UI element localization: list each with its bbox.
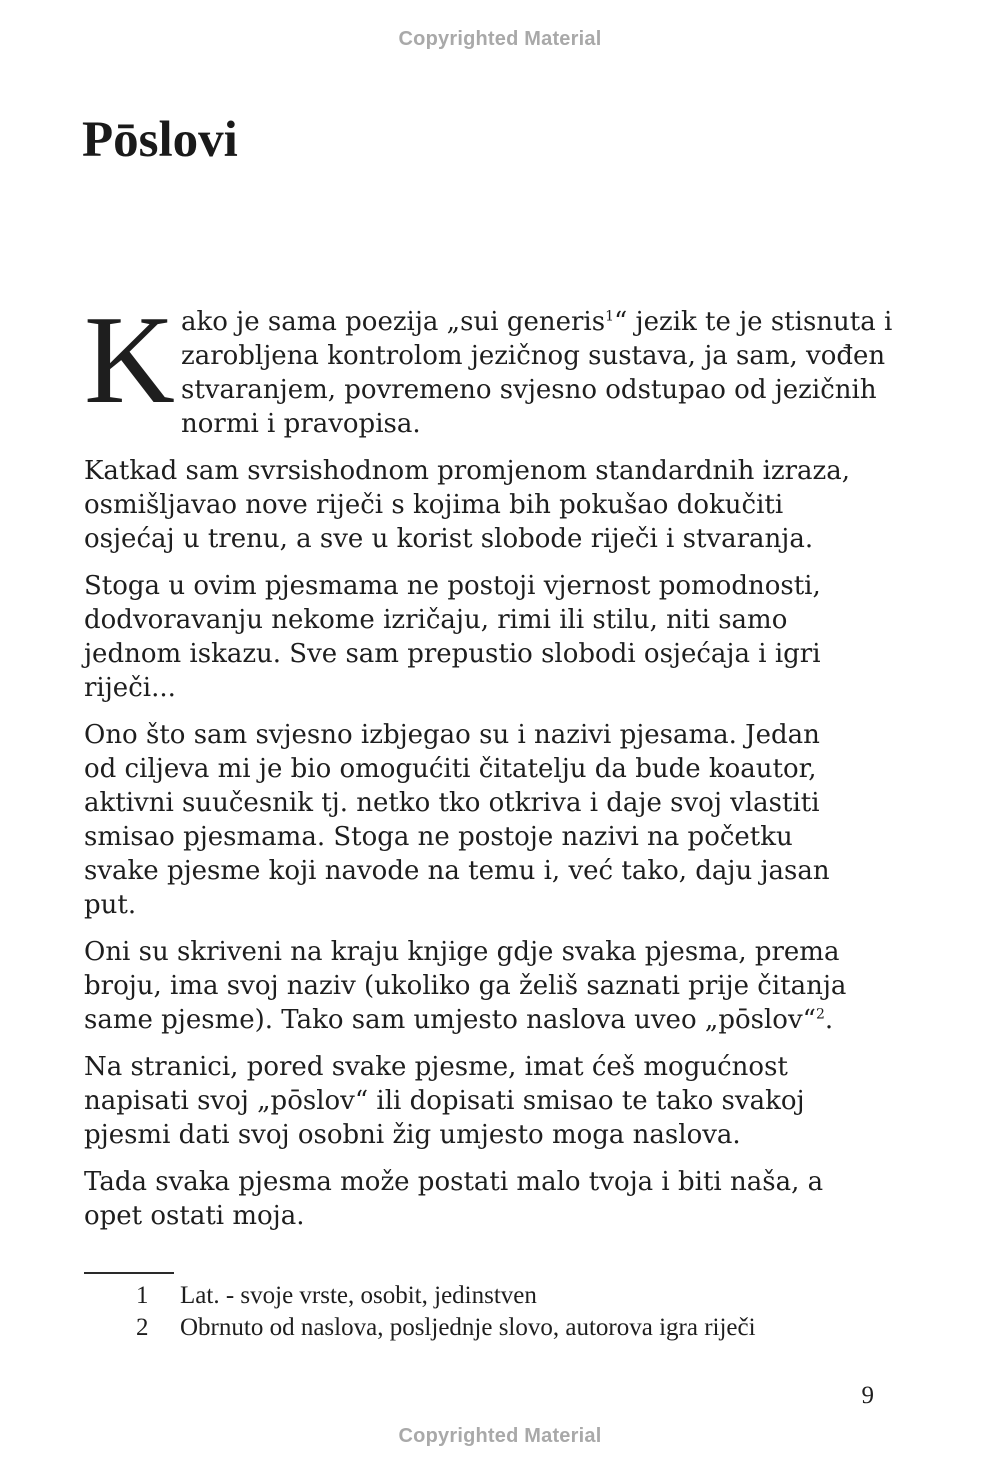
paragraph-3 bbox=[84, 569, 884, 705]
footnote-ref-2: 2 bbox=[815, 1006, 825, 1023]
text-line: riječi... bbox=[84, 673, 176, 703]
text-line: pjesmi dati svoj osobni žig umjesto moga naslova. bbox=[84, 1120, 741, 1150]
text-line: normi i pravopisa. bbox=[181, 409, 421, 439]
footnote-divider bbox=[84, 1272, 174, 1274]
footnote-1 bbox=[136, 1280, 896, 1312]
drop-cap: K bbox=[84, 291, 175, 430]
paragraph-1 bbox=[84, 291, 893, 441]
paragraph-7 bbox=[84, 1165, 884, 1233]
text-line: ako je sama poezija „sui generis$^1$“ jezik te je stisnuta i bbox=[181, 307, 893, 337]
chapter-title: Pōslovi bbox=[82, 112, 238, 168]
text-line: Tada svaka pjesma može postati malo tvoja i biti naša, a bbox=[84, 1167, 824, 1197]
paragraph-6 bbox=[84, 1050, 884, 1152]
text-line: od ciljeva mi je bio omogućiti čitatelju da bude koautor, bbox=[84, 754, 817, 784]
page-number: 9 bbox=[861, 1382, 874, 1409]
footnote-number: 2 bbox=[136, 1314, 149, 1341]
copyright-watermark-bottom: Copyrighted Material bbox=[398, 1425, 602, 1447]
text-line: jednom iskazu. Sve sam prepustio slobodi osjećaja i igri bbox=[84, 639, 821, 669]
text-line: put. bbox=[84, 890, 137, 920]
text-line: broju, ima svoj naziv (ukoliko ga želiš saznati prije čitanja bbox=[84, 971, 847, 1001]
paragraph-4 bbox=[84, 718, 884, 922]
text-line: Ono što sam svjesno izbjegao su i nazivi pjesama. Jedan bbox=[84, 720, 820, 750]
text-line: Stoga u ovim pjesmama ne postoji vjernost pomodnosti, bbox=[84, 571, 821, 601]
text-line: opet ostati moja. bbox=[84, 1201, 305, 1231]
paragraph-5 bbox=[84, 935, 884, 1037]
footnote-text: Obrnuto od naslova, posljednje slovo, autorova igra riječi bbox=[180, 1314, 756, 1341]
footnote-text: Lat. - svoje vrste, osobit, jedinstven bbox=[180, 1282, 537, 1309]
body-text bbox=[84, 291, 893, 1246]
paragraph-2 bbox=[84, 454, 884, 556]
text-line: Na stranici, pored svake pjesme, imat ćeš mogućnost bbox=[84, 1052, 788, 1082]
text-line: Oni su skriveni na kraju knjige gdje svaka pjesma, prema bbox=[84, 937, 840, 967]
text-line: dodvoravanju nekome izričaju, rimi ili stilu, niti samo bbox=[84, 605, 788, 635]
text-line: napisati svoj „pōslov“ ili dopisati smisao te tako svakoj bbox=[84, 1086, 805, 1116]
text-line: same pjesme). Tako sam umjesto naslova uveo „pōslov“$^2$. bbox=[84, 1005, 834, 1035]
footnote-2 bbox=[136, 1312, 896, 1344]
text-line: svake pjesme koji navode na temu i, već tako, daju jasan bbox=[84, 856, 830, 886]
footnote-number: 1 bbox=[136, 1282, 149, 1309]
text-line: Katkad sam svrsishodnom promjenom standardnih izraza, bbox=[84, 456, 850, 486]
text-line: osjećaj u trenu, a sve u korist slobode riječi i stvaranja. bbox=[84, 524, 814, 554]
footnote-ref-1: 1 bbox=[605, 308, 614, 325]
text-line: smisao pjesmama. Stoga ne postoje nazivi na početku bbox=[84, 822, 793, 852]
text-line: stvaranjem, povremeno svjesno odstupao od jezičnih bbox=[181, 375, 877, 405]
text-line: osmišljavao nove riječi s kojima bih pokušao dokučiti bbox=[84, 490, 784, 520]
text-line: zarobljena kontrolom jezičnog sustava, ja sam, vođen bbox=[181, 341, 886, 371]
text-line: aktivni suučesnik tj. netko tko otkriva i daje svoj vlastiti bbox=[84, 788, 820, 818]
footnotes bbox=[136, 1280, 896, 1344]
copyright-watermark-top: Copyrighted Material bbox=[398, 28, 602, 50]
